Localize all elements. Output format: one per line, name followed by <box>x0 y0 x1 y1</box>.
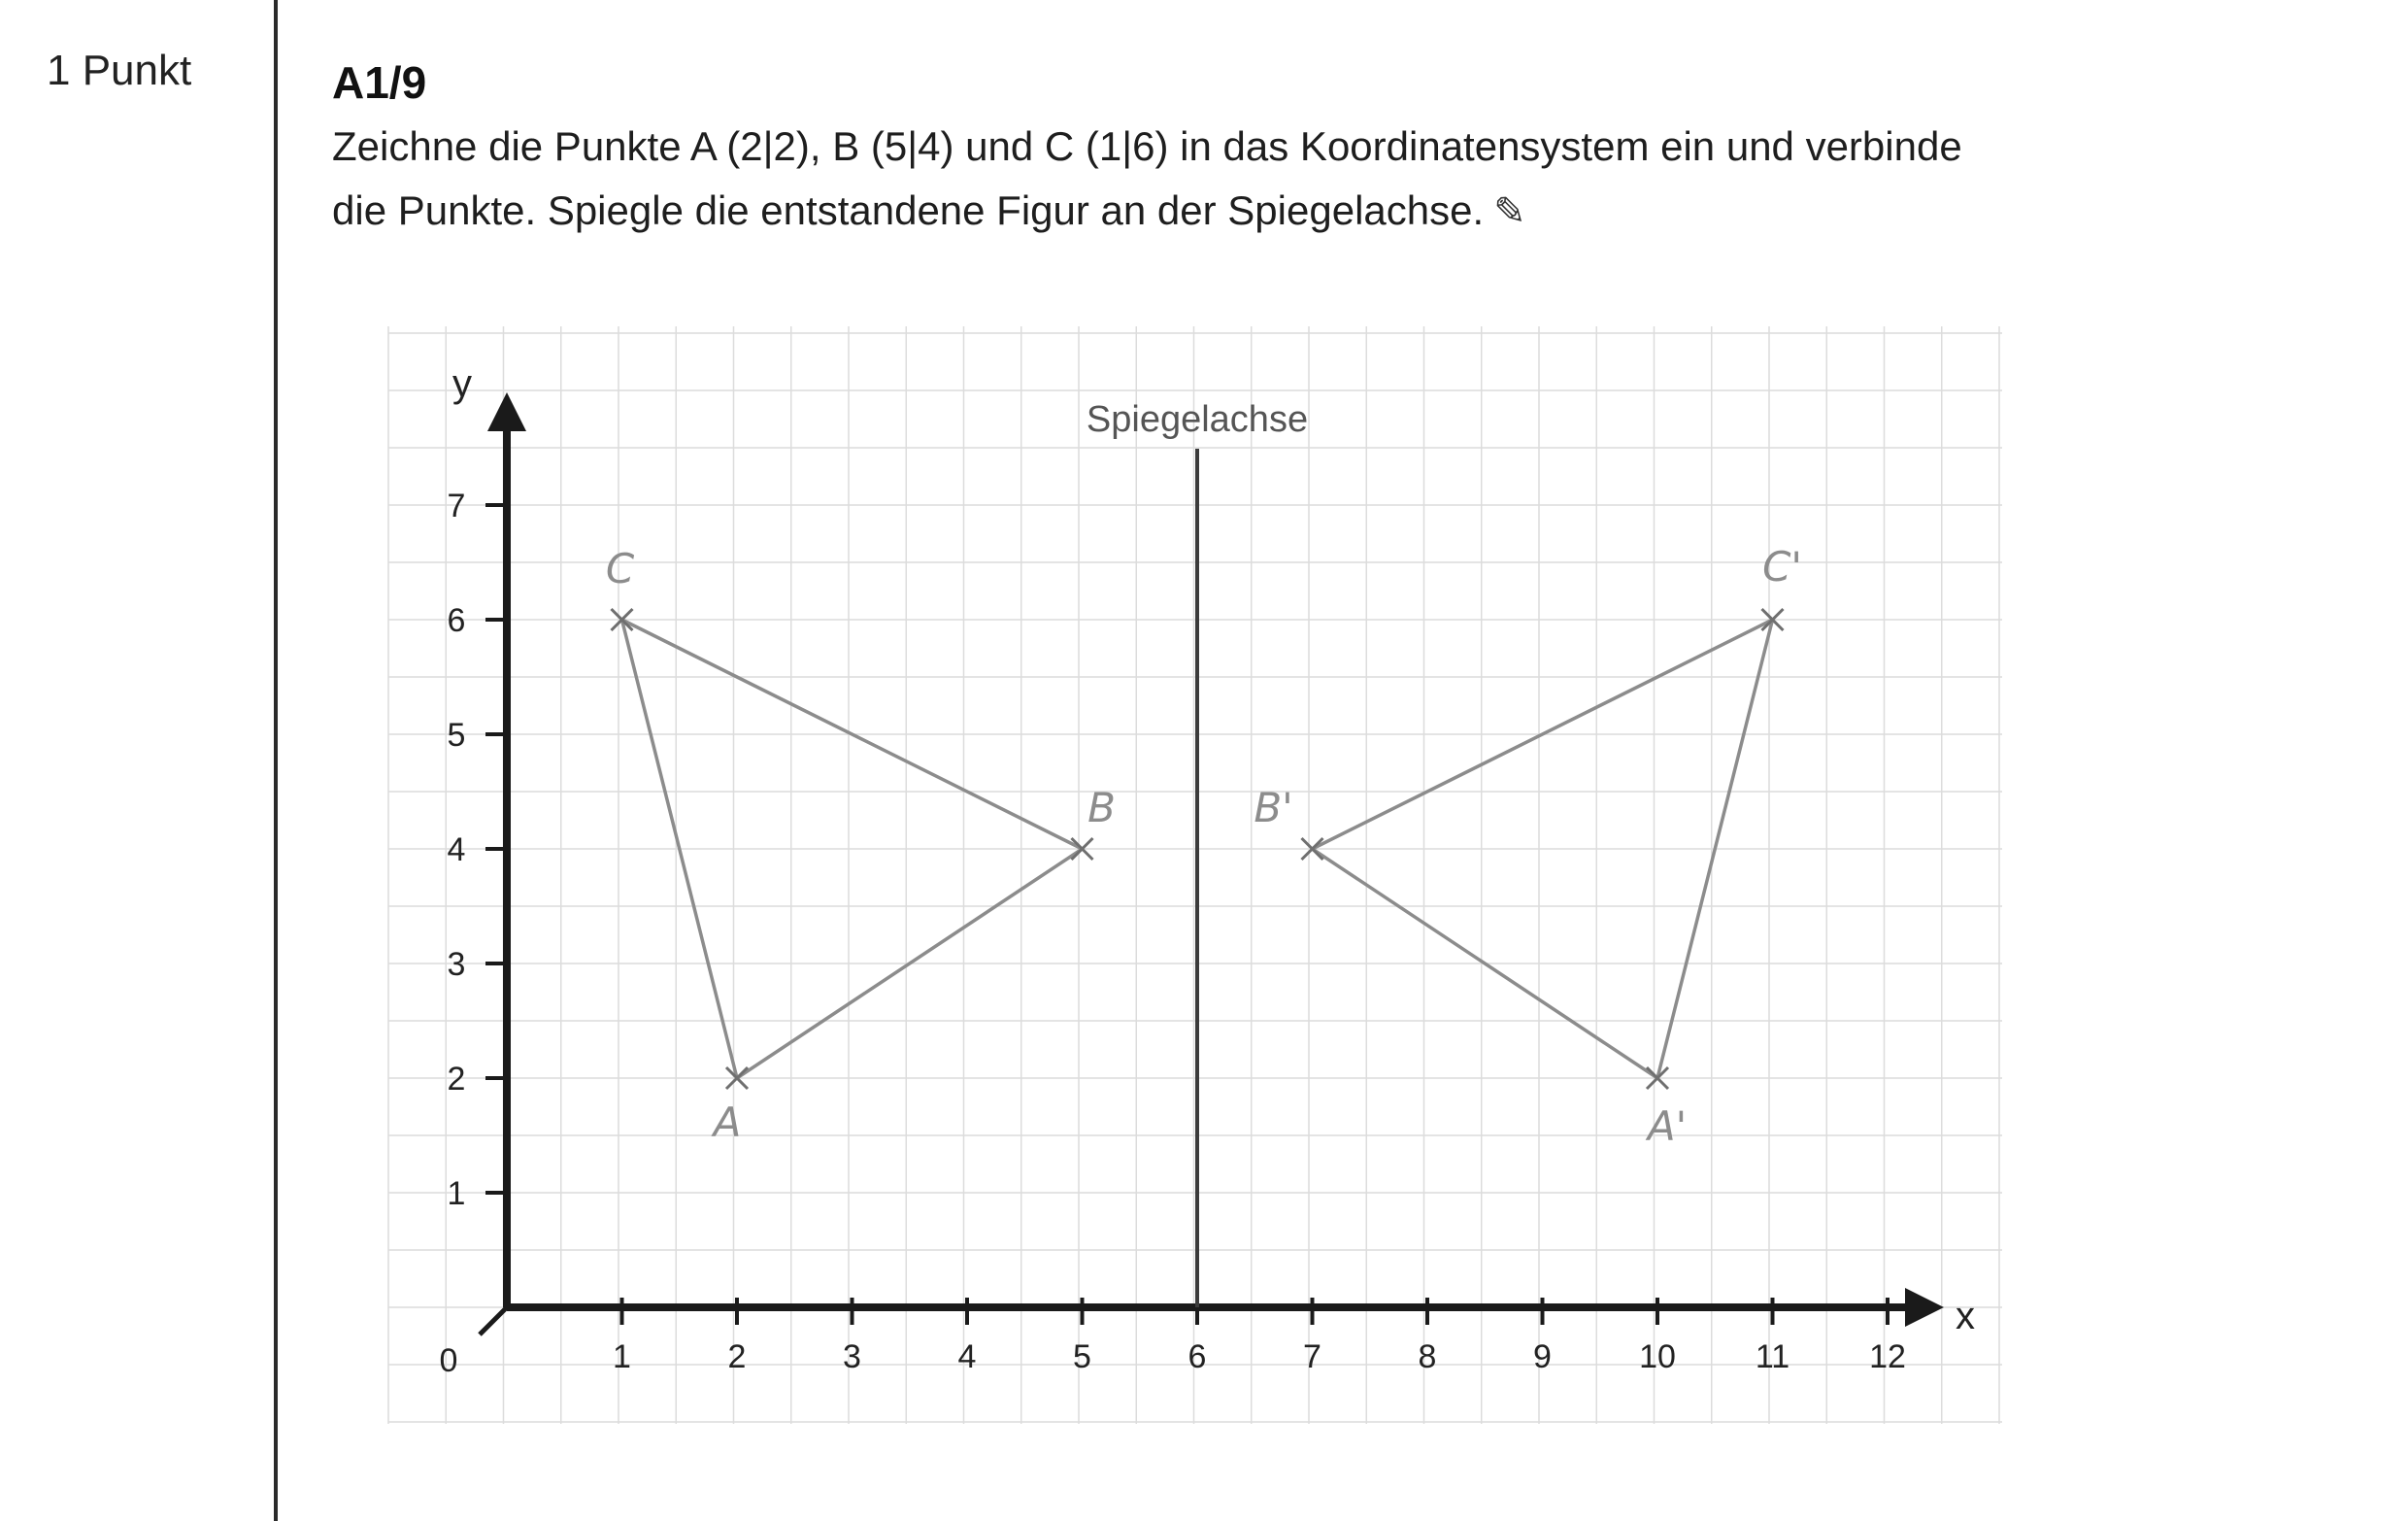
x-tick-label: 4 <box>957 1338 977 1375</box>
mirror-axis-label: Spiegelachse <box>1086 399 1309 440</box>
points-label: 1 Punkt <box>47 47 192 94</box>
axes <box>440 362 1975 1379</box>
mirror-axis <box>1087 399 1308 1307</box>
x-tick-label: 11 <box>1755 1338 1790 1375</box>
point-label: A <box>713 1098 742 1146</box>
x-tick-label: 6 <box>1187 1338 1207 1375</box>
y-tick-label: 6 <box>447 602 466 639</box>
y-tick-label: 1 <box>447 1175 466 1212</box>
point-label: B' <box>1254 784 1293 831</box>
point-label: B <box>1087 784 1116 831</box>
point-label: A' <box>1647 1102 1688 1150</box>
x-tick-label: 1 <box>613 1338 631 1375</box>
x-tick-label: 5 <box>1073 1338 1091 1375</box>
origin-label: 0 <box>439 1342 458 1379</box>
pencil-icon: ✎ <box>1493 190 1526 233</box>
y-axis-arrow <box>487 392 526 431</box>
y-tick-label: 2 <box>447 1061 466 1098</box>
x-tick-label: 2 <box>727 1338 747 1375</box>
x-axis-label: x <box>1956 1295 1975 1337</box>
y-tick-label: 4 <box>447 831 466 868</box>
task-line-2-text: die Punkte. Spiegle die entstandene Figur an der Spiegelachse. <box>332 187 1485 233</box>
x-axis-arrow <box>1905 1288 1944 1327</box>
y-tick-label: 7 <box>447 488 466 524</box>
x-tick-label: 3 <box>843 1338 861 1375</box>
x-tick-label: 7 <box>1303 1338 1321 1375</box>
point-label: C <box>605 545 635 592</box>
figures <box>606 543 1802 1150</box>
x-tick-label: 9 <box>1533 1338 1552 1375</box>
task-id: A1/9 <box>332 57 427 108</box>
x-tick-label: 10 <box>1639 1338 1676 1375</box>
x-tick-label: 12 <box>1869 1338 1906 1375</box>
point-label: C' <box>1762 543 1802 591</box>
y-tick-label: 5 <box>447 717 466 754</box>
x-tick-label: 8 <box>1418 1338 1437 1375</box>
y-axis-label: y <box>452 362 472 405</box>
task-line-1: Zeichne die Punkte A (2|2), B (5|4) und C (1|6) in das Koordinatensystem ein und verbinde <box>332 123 1962 169</box>
y-tick-label: 3 <box>447 946 466 983</box>
